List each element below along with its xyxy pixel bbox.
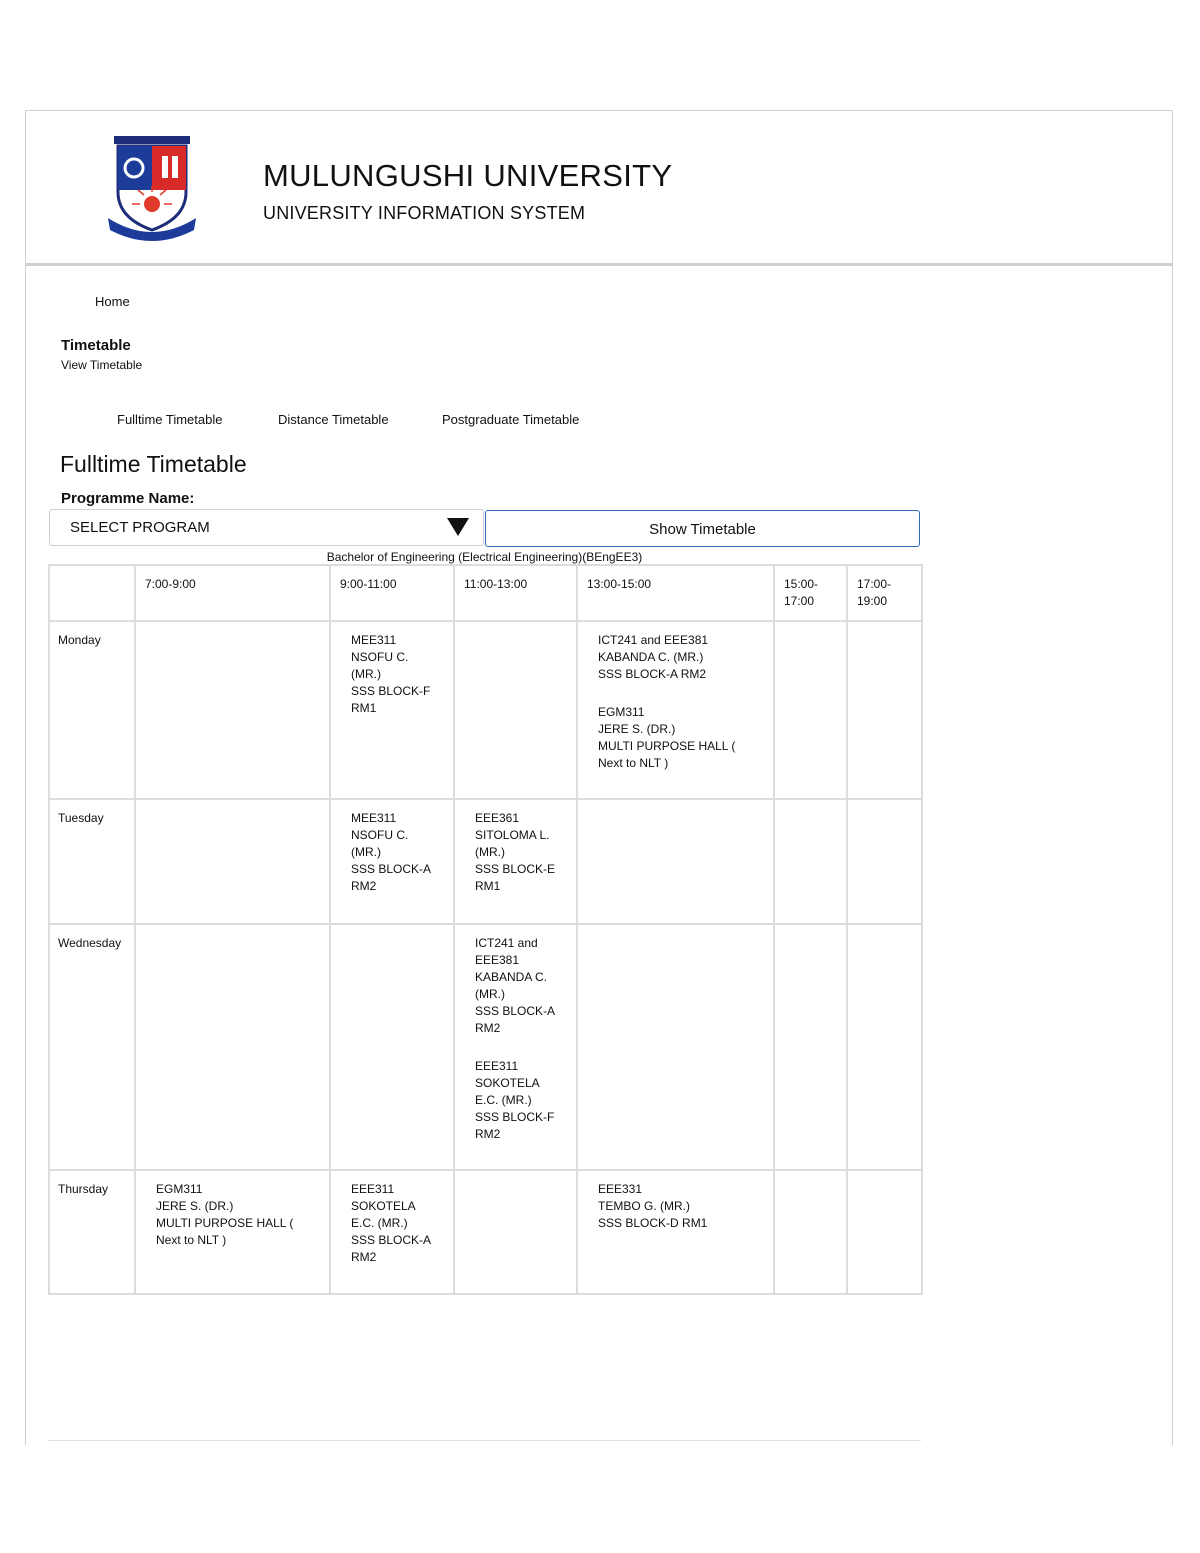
lecturer-name: SOKOTELA E.C. (MR.) [351,1199,416,1230]
slot-cell [847,1170,922,1294]
course-code: EEE331 [598,1182,643,1196]
course-code: EEE361 [475,811,520,825]
dropdown-arrow-icon [447,518,469,536]
slot-cell [577,621,774,799]
course-code: MEE311 [351,811,397,825]
show-timetable-button[interactable]: Show Timetable [485,510,920,547]
timetable-header-row [49,565,922,621]
slot-cell [135,799,330,924]
slot-cell [847,924,922,1170]
lecturer-name: SOKOTELA E.C. (MR.) [475,1076,540,1107]
class-entry [144,1181,321,1249]
day-cell: Monday [49,621,135,799]
slot-cell [577,1170,774,1294]
university-crest-icon [104,134,200,242]
venue: SSS BLOCK-A RM2 [475,1004,555,1035]
slot-cell [774,621,847,799]
class-entry [463,810,568,895]
university-title: MULUNGUSHI UNIVERSITY [263,158,673,193]
class-entry [339,1181,445,1266]
class-entry [339,810,445,895]
venue: MULTI PURPOSE HALL ( Next to NLT ) [156,1216,294,1247]
tab-fulltime-timetable[interactable]: Fulltime Timetable [117,412,223,427]
course-code: EGM311 [156,1182,203,1196]
slot-header: 7:00-9:00 [135,565,330,621]
slot-cell [330,1170,454,1294]
section-title: Timetable [61,337,131,354]
corner-cell [49,565,135,621]
table-row [49,924,922,1170]
tab-distance-timetable[interactable]: Distance Timetable [278,412,389,427]
venue: SSS BLOCK-A RM2 [598,667,707,681]
slot-cell [330,924,454,1170]
class-entry [339,632,445,717]
timetable-caption: Bachelor of Engineering (Electrical Engineering)(BEngEE3) [326,550,643,564]
lecturer-name: SITOLOMA L. (MR.) [475,828,550,859]
course-code: ICT241 and EEE381 [598,633,709,647]
course-code: EEE311 [475,1059,519,1073]
home-link[interactable]: Home [95,294,130,309]
section-subtitle: View Timetable [61,358,143,372]
venue: SSS BLOCK-F RM2 [475,1110,555,1141]
class-entry [463,935,568,1037]
slot-cell [135,924,330,1170]
course-code: EEE311 [351,1182,395,1196]
class-entry [463,1058,568,1143]
slot-cell [774,924,847,1170]
page-heading: Fulltime Timetable [60,451,247,477]
slot-header: 11:00-13:00 [454,565,577,621]
system-subtitle: UNIVERSITY INFORMATION SYSTEM [263,203,586,223]
footer-divider [48,1440,921,1441]
slot-header: 17:00-19:00 [847,565,922,621]
course-code: MEE311 [351,633,397,647]
slot-header: 15:00-17:00 [774,565,847,621]
slot-cell [330,621,454,799]
programme-select-value: SELECT PROGRAM [70,519,210,536]
lecturer-name: NSOFU C. (MR.) [351,828,409,859]
table-row [49,799,922,924]
day-cell: Tuesday [49,799,135,924]
table-row [49,621,922,799]
timetable-grid [48,564,923,1295]
venue: SSS BLOCK-D RM1 [598,1216,708,1230]
slot-cell [577,799,774,924]
slot-cell [330,799,454,924]
table-row [49,1170,922,1294]
programme-select[interactable] [49,509,484,546]
slot-cell [847,799,922,924]
venue: SSS BLOCK-A RM2 [351,1233,431,1264]
slot-cell [135,621,330,799]
course-code: EGM311 [598,705,645,719]
slot-header: 13:00-15:00 [577,565,774,621]
lecturer-name: TEMBO G. (MR.) [598,1199,690,1213]
venue: SSS BLOCK-E RM1 [475,862,556,893]
slot-cell [135,1170,330,1294]
lecturer-name: JERE S. (DR.) [156,1199,234,1213]
lecturer-name: JERE S. (DR.) [598,722,676,736]
slot-cell [454,799,577,924]
tab-postgraduate-timetable[interactable]: Postgraduate Timetable [442,412,580,427]
course-code: ICT241 and EEE381 [475,936,538,967]
slot-cell [774,1170,847,1294]
venue: MULTI PURPOSE HALL ( Next to NLT ) [598,739,736,770]
slot-cell [847,621,922,799]
venue: SSS BLOCK-A RM2 [351,862,431,893]
venue: SSS BLOCK-F RM1 [351,684,431,715]
slot-cell [577,924,774,1170]
slot-cell [774,799,847,924]
day-cell: Thursday [49,1170,135,1294]
class-entry [586,632,765,683]
class-entry [586,704,765,772]
slot-cell [454,924,577,1170]
lecturer-name: NSOFU C. (MR.) [351,650,409,681]
slot-cell [454,621,577,799]
lecturer-name: KABANDA C. (MR.) [475,970,548,1001]
day-cell: Wednesday [49,924,135,1170]
programme-label: Programme Name: [61,490,195,507]
slot-cell [454,1170,577,1294]
lecturer-name: KABANDA C. (MR.) [598,650,704,664]
class-entry [586,1181,765,1232]
slot-header: 9:00-11:00 [330,565,454,621]
